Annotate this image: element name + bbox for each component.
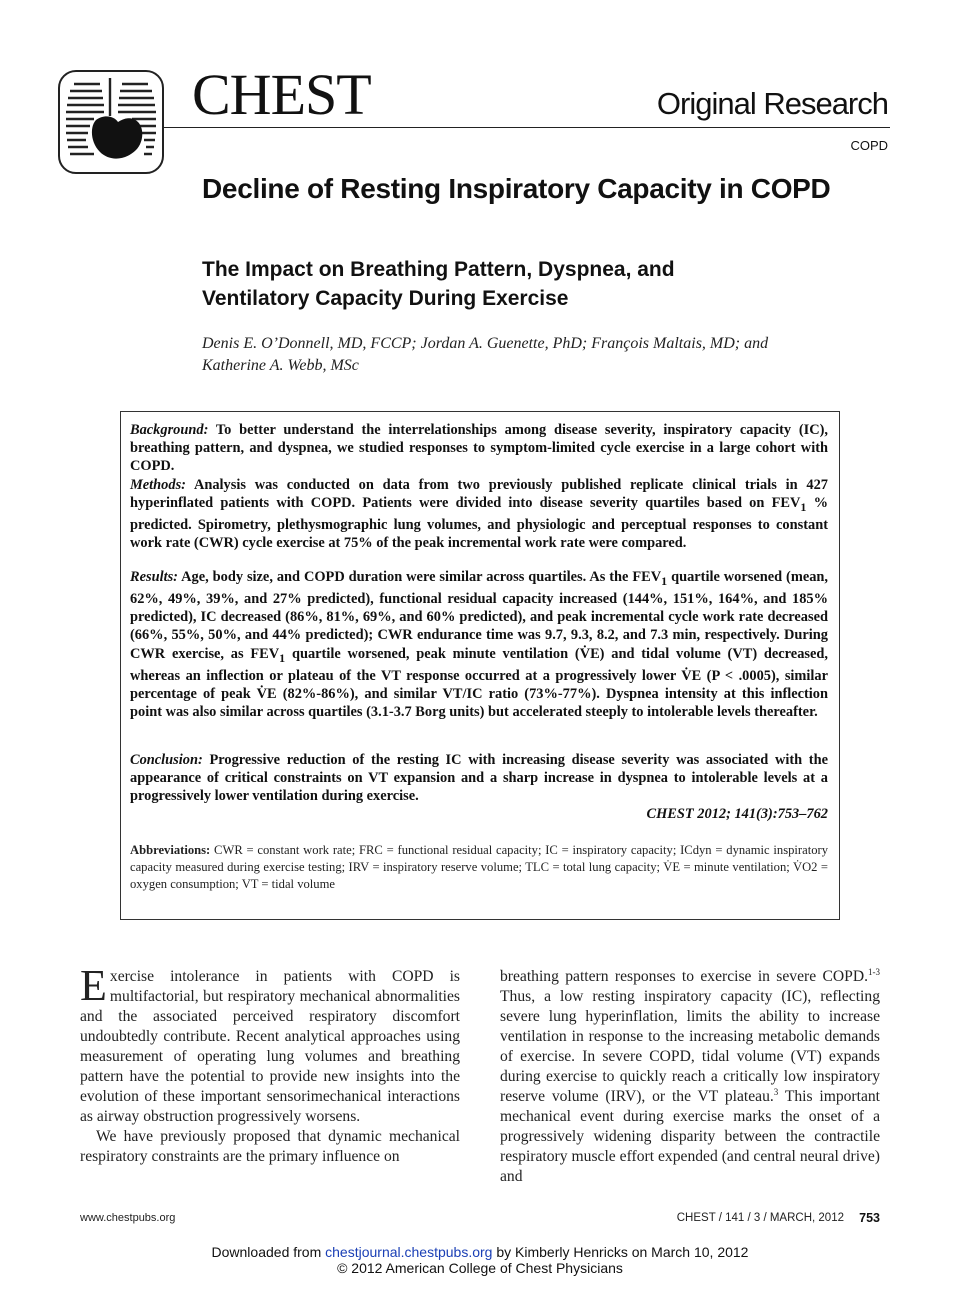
journal-name: CHEST — [192, 62, 371, 127]
paragraph-3-text-b: Thus, a low resting inspiratory capacity (IC), reflecting severe lung hyperinflation, limits the ability to increase ventilation in response to the increasing metabolic demands of exercise. In severe COPD, tidal volume (VT) expands during exercise to quickly reach a critically low inspiratory reserve volume (IRV), or the VT plateau. — [500, 988, 880, 1105]
abbreviations-label: Abbreviations: — [130, 843, 211, 857]
body-paragraph-2: We have previously proposed that dynamic mechanical respiratory constraints are the primary influence on — [80, 1128, 460, 1165]
results-subscript-2: 1 — [279, 650, 286, 665]
page-number: 753 — [859, 1211, 880, 1225]
lungs-heart-logo-icon — [60, 72, 162, 172]
results-text-2: quartile worsened (mean, 62%, 49%, 39%, and 27% predicted), functional residual capacity increased (144%, 151%, 164%, and 185% predicted), IC decreased (86%, 81%, 69%, and 60% predicted), and peak incremental cycle work rate decreased (66%, 55%, 50%, and 44% predicted); CWR endurance time was 9.7, 9.3, 8.2, and 7.3 min, respectively. During CWR exercise, as FEV — [130, 569, 829, 662]
article-subtitle: The Impact on Breathing Pattern, Dyspnea, and Ventilatory Capacity During Exercise — [202, 258, 675, 310]
body-column-left — [80, 961, 460, 1167]
methods-text-1: Analysis was conducted on data from two previously published replicate clinical trials in 427 hyperinflated patients with COPD. Patients were divided into disease severity quartiles based on FEV — [130, 477, 828, 512]
download-link[interactable]: chestjournal.chestpubs.org — [325, 1244, 493, 1260]
download-prefix: Downloaded from — [211, 1244, 326, 1260]
copyright-notice: © 2012 American College of Chest Physicians — [337, 1260, 623, 1276]
abstract-background — [130, 421, 828, 476]
drop-cap: E — [80, 961, 107, 1010]
footer-issue: CHEST / 141 / 3 / MARCH, 2012 — [676, 1212, 844, 1224]
body-paragraph-1 — [80, 961, 460, 1127]
background-label: Background: — [130, 422, 209, 438]
download-notice — [0, 1244, 960, 1260]
body-column-right — [500, 967, 880, 1187]
paragraph-3-text-a: breathing pattern responses to exercise in severe COPD. — [500, 968, 868, 985]
conclusion-text: Progressive reduction of the resting IC with increasing disease severity was associated with the appearance of critical constraints on VT expansion and a sharp increase in dyspnea to intolerable levels at a progressively lower ventilation during exercise. — [130, 752, 828, 805]
article-type: Original Research — [656, 86, 888, 121]
paragraph-1-text: xercise intolerance in patients with COPD is multifactorial, but respiratory mechanical abnormalities and the associated perceived respiratory discomfort undoubtedly contribute. Recent analytical approaches using measurement of operating lung volumes and breathing pattern have the potential to provide new insights into the evolution of these important sensorimechanical interactions as airway obstruction progressively worsens. — [80, 968, 460, 1125]
article-title: Decline of Resting Inspiratory Capacity in COPD — [202, 173, 831, 204]
abstract-results — [130, 568, 828, 721]
journal-logo — [58, 70, 164, 174]
abstract-methods — [130, 476, 828, 553]
author-list: Denis E. O’Donnell, MD, FCCP; Jordan A. Guenette, PhD; François Maltais, MD; and Katherine A. Webb, MSc — [202, 335, 769, 374]
section-tag: COPD — [850, 138, 888, 153]
reference-superscript-2[interactable]: 3 — [773, 1086, 779, 1097]
background-text: To better understand the interrelationships among disease severity, inspiratory capacity (IC), breathing pattern, and dyspnea, we studied responses to symptom-limited cycle exercise in a large cohort with COPD. — [130, 422, 828, 475]
methods-text-2: % predicted. Spirometry, plethysmographic lung volumes, and physiologic and perceptual responses to constant work rate (CWR) cycle exercise at 75% of the peak incremental work rate were compared. — [130, 495, 828, 552]
results-text-1: Age, body size, and COPD duration were similar across quartiles. As the FEV — [181, 569, 662, 585]
reference-superscript-1[interactable]: 1-3 — [868, 966, 880, 977]
results-label: Results: — [130, 569, 178, 585]
download-suffix: by Kimberly Henricks on March 10, 2012 — [492, 1244, 749, 1260]
citation: CHEST 2012; 141(3):753–762 — [646, 806, 828, 822]
abbreviations-text: CWR = constant work rate; FRC = functional residual capacity; IC = inspiratory capacity; ICdyn = dynamic inspiratory capacity measured during exercise testing; IRV = inspiratory reserve volume; TLC = total lung capacity; V̇E = minute ventilation; V̇O2 = oxygen consumption; VT = tidal volume — [130, 843, 828, 891]
body-paragraph-3 — [500, 967, 880, 1187]
methods-subscript: 1 — [800, 500, 807, 515]
abbreviations — [130, 842, 828, 893]
methods-label: Methods: — [130, 477, 186, 493]
abstract-conclusion — [130, 751, 828, 806]
header-divider — [164, 127, 890, 128]
footer-url[interactable]: www.chestpubs.org — [80, 1212, 176, 1224]
results-subscript-1: 1 — [661, 573, 668, 588]
results-text-3: quartile worsened, peak minute ventilation (V̇E) and tidal volume (VT) decreased, whereas an inflection or plateau of the VT response occurred at a progressively lower V̇E (P < .0005), similar percentage of peak V̇E (82%-86%), and similar VT/IC ratio (73%-77%). Dyspnea intensity at this inflection point was also similar across quartiles (3.1-3.7 Borg units) but accelerated steeply to intolerable levels thereafter. — [130, 645, 828, 721]
conclusion-label: Conclusion: — [130, 752, 203, 768]
paragraph-3-text-c: This important mechanical event during exercise marks the onset of a progressively widening disparity between the contractile respiratory muscle effort expended (and central neural drive) and — [500, 1088, 880, 1185]
